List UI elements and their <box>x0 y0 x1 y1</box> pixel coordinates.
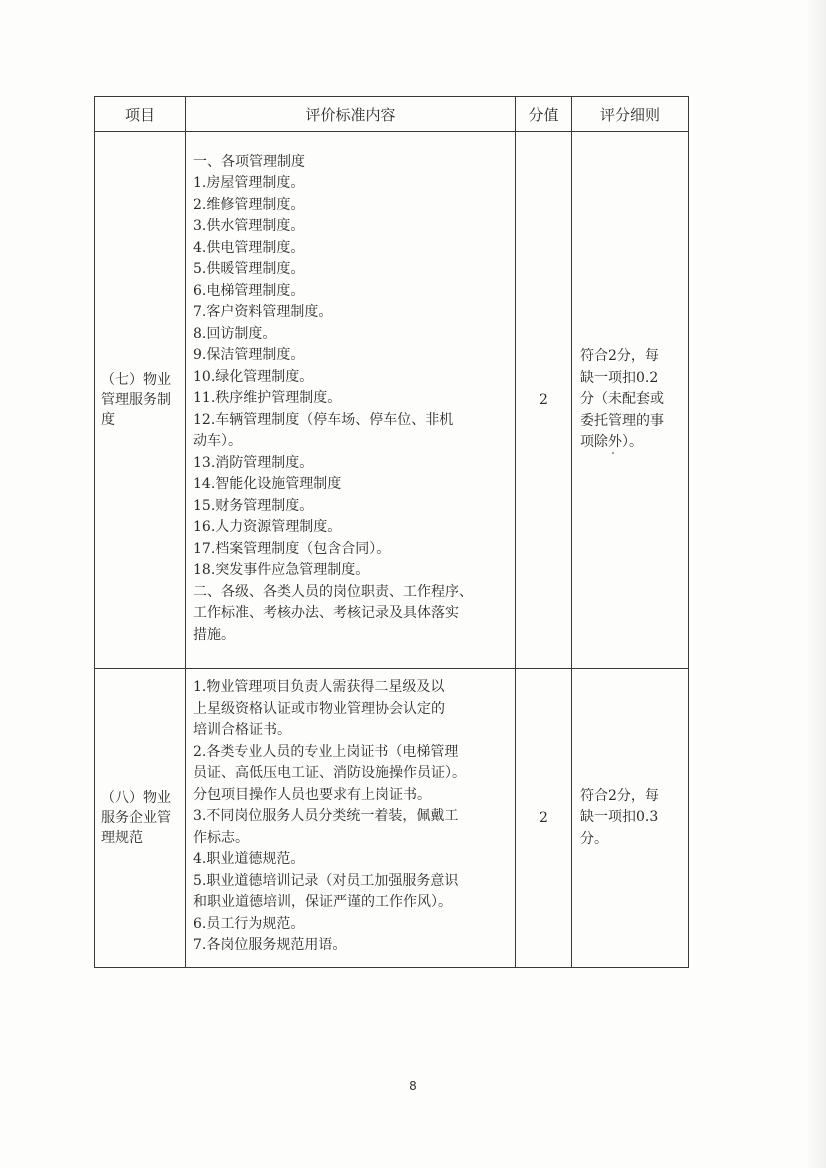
criteria-line: 5.供暖管理制度。 <box>193 261 305 278</box>
header-rules: 评分细则 <box>572 97 689 132</box>
header-criteria: 评价标准内容 <box>186 97 516 132</box>
item-line: 管理服务制 <box>101 392 171 408</box>
table-header-row <box>95 97 689 132</box>
table-row <box>95 132 689 669</box>
rule-line: 分。 <box>580 830 608 847</box>
criteria-line: 1.房屋管理制度。 <box>193 175 305 192</box>
row-item-name <box>95 132 186 669</box>
criteria-line: 14.智能化设施管理制度 <box>193 476 342 493</box>
criteria-line: 一、各项管理制度 <box>193 153 305 170</box>
criteria-line: 2.各类专业人员的专业上岗证书（电梯管理 <box>193 743 459 760</box>
criteria-line: 3.不同岗位服务人员分类统一着装，佩戴工 <box>193 808 459 825</box>
table-row <box>95 669 689 968</box>
rule-line: 缺一项扣0.2 <box>580 369 659 386</box>
criteria-line: 上星级资格认证或市物业管理协会认定的 <box>193 700 445 717</box>
criteria-line: 4.供电管理制度。 <box>193 239 305 256</box>
rule-line: 项除外）。 <box>580 434 643 451</box>
criteria-line: 5.职业道德培训记录（对员工加强服务意识 <box>193 872 459 889</box>
criteria-line: 18.突发事件应急管理制度。 <box>193 562 370 579</box>
rule-line: 缺一项扣0.3 <box>580 809 659 826</box>
criteria-line: 11.秩序维护管理制度。 <box>193 390 342 407</box>
criteria-line: 15.财务管理制度。 <box>193 497 314 514</box>
header-item: 项目 <box>95 97 186 132</box>
rule-line: 委托管理的事 <box>580 412 664 429</box>
page-number: 8 <box>409 1079 417 1093</box>
scan-edge-shadow <box>806 0 826 1168</box>
criteria-line: 2.维修管理制度。 <box>193 196 305 213</box>
rule-line: 分（未配套或 <box>580 391 664 408</box>
criteria-line: 措施。 <box>193 626 235 643</box>
criteria-line: 8.回访制度。 <box>193 325 277 342</box>
criteria-line: 3.供水管理制度。 <box>193 218 305 235</box>
criteria-line: 7.客户资料管理制度。 <box>193 304 333 321</box>
criteria-line: 4.职业道德规范。 <box>193 851 305 868</box>
criteria-line: 动车）。 <box>193 433 242 450</box>
criteria-line: 17.档案管理制度（包含合同）。 <box>193 540 391 557</box>
row-item-name <box>95 669 186 968</box>
header-score: 分值 <box>516 97 572 132</box>
criteria-line: 分包项目操作人员也要求有上岗证书。 <box>193 786 431 803</box>
criteria-line: 6.电梯管理制度。 <box>193 282 305 299</box>
criteria-line: 作标志。 <box>193 829 249 846</box>
criteria-line: 9.保洁管理制度。 <box>193 347 305 364</box>
item-line: （七）物业 <box>101 372 171 388</box>
criteria-line: 16.人力资源管理制度。 <box>193 519 342 536</box>
criteria-line: 员证、高低压电工证、消防设施操作员证）。 <box>193 765 466 782</box>
criteria-line: 工作标准、考核办法、考核记录及具体落实 <box>193 605 459 622</box>
rule-line: 符合2分，每 <box>580 348 659 365</box>
criteria-line: 6.员工行为规范。 <box>193 915 305 932</box>
row-rules <box>572 669 689 968</box>
criteria-line: 10.绿化管理制度。 <box>193 368 314 385</box>
criteria-line: 1.物业管理项目负责人需获得二星级及以 <box>193 679 445 696</box>
row-criteria <box>186 669 516 968</box>
item-line: 理规范 <box>101 830 143 846</box>
criteria-line: 培训合格证书。 <box>193 722 291 739</box>
row-criteria <box>186 132 516 669</box>
rule-line: 符合2分，每 <box>580 787 659 804</box>
scoring-table <box>94 96 689 968</box>
row-rules <box>572 132 689 669</box>
item-line: 度 <box>101 412 115 428</box>
item-line: 服务企业管 <box>101 810 171 826</box>
criteria-line: 13.消防管理制度。 <box>193 454 314 471</box>
criteria-line: 和职业道德培训，保证严谨的工作作风）。 <box>193 894 452 911</box>
criteria-line: 12.车辆管理制度（停车场、停车位、非机 <box>193 411 454 428</box>
row-score: 2 <box>516 132 572 669</box>
criteria-line: 7.各岗位服务规范用语。 <box>193 937 347 954</box>
row-score: 2 <box>516 669 572 968</box>
item-line: （八）物业 <box>101 790 171 806</box>
criteria-line: 二、各级、各类人员的岗位职责、工作程序、 <box>193 583 473 600</box>
